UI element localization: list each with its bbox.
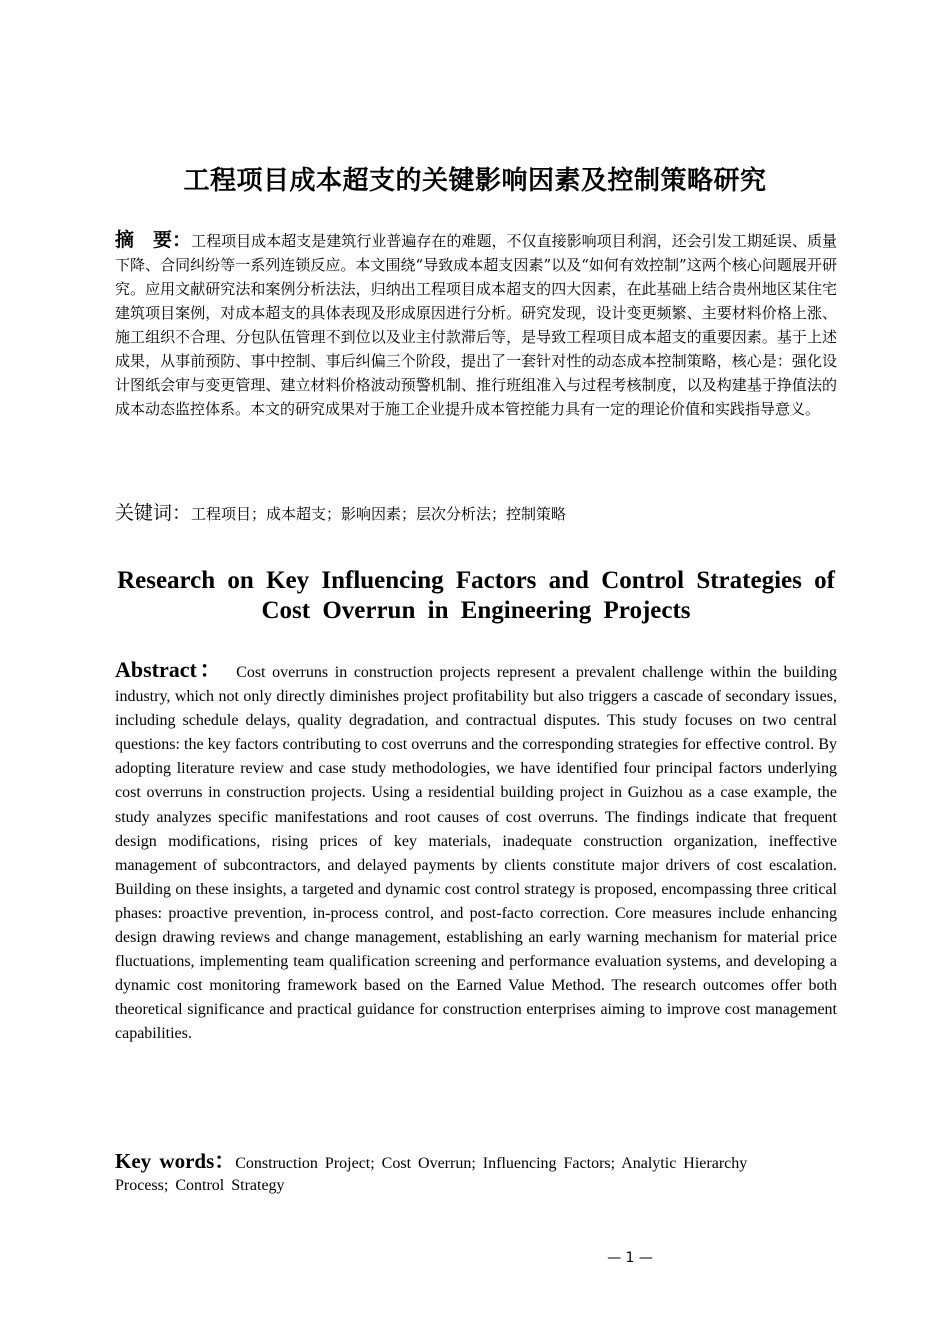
chinese-keywords-label: 关键词： <box>115 502 192 524</box>
chinese-abstract-text: 工程项目成本超支是建筑行业普遍存在的难题，不仅直接影响项目利润，还会引发工期延误、质量下降、合同纠纷等一系列连锁反应。本文围绕“导致成本超支因素”以及“如何有效控制”这两个核心问题展开研究。应用文献研究法和案例分析法法，归纳出工程项目成本超支的四大因素，在此基础上结合贵州地区某住宅建筑项目案例，对成本超支的具体表现及形成原因进行分析。研究发现，设计变更频繁、主要材料价格上涨、施工组织不合理、分包队伍管理不到位以及业主付款滞后等，是导致工程项目成本超支的重要因素。基于上述成果，从事前预防、事中控制、事后纠偏三个阶段，提出了一套针对性的动态成本控制策略，核心是：强化设计图纸会审与变更管理、建立材料价格波动预警机制、推行班组准入与过程考核制度，以及构建基于挣值法的成本动态监控体系。本文的研究成果对于施工企业提升成本管控能力具有一定的理论价值和实践指导意义。 <box>115 232 837 418</box>
chinese-title: 工程项目成本超支的关键影响因素及控制策略研究 <box>183 166 767 196</box>
english-keywords-text: Construction Project; Cost Overrun; Influencing Factors; Analytic Hierarchy Process; Control Strategy <box>115 1155 748 1194</box>
english-abstract <box>115 658 837 1047</box>
chinese-keywords-text: 工程项目；成本超支；影响因素；层次分析法；控制策略 <box>191 505 567 523</box>
page-number: — 1 — <box>607 1250 653 1266</box>
chinese-keywords <box>115 500 837 527</box>
english-title: Research on Key Influencing Factors and Control Strategies of Cost Overrun in Engineering Projects <box>117 567 835 624</box>
chinese-abstract <box>115 228 837 421</box>
english-keywords-label: Key words： <box>115 1149 236 1173</box>
english-abstract-label: Abstract： <box>115 657 225 682</box>
chinese-abstract-label: 摘 要： <box>115 229 192 251</box>
english-keywords <box>115 1150 795 1197</box>
english-abstract-text: Cost overruns in construction projects represent a prevalent challenge within the building industry, which not only directly diminishes project profitability but also triggers a cascade of secondary issues, including schedule delays, quality degradation, and contractual disputes. This study focuses on two central questions: the key factors contributing to cost overruns and the corresponding strategies for effective control. By adopting literature review and case study methodologies, we have identified four principal factors underlying cost overruns in construction projects. Using a residential building project in Guizhou as a case example, the study analyzes specific manifestations and root causes of cost overruns. The findings indicate that frequent design modifications, rising prices of key materials, inadequate construction organization, ineffective management of subcontractors, and delayed payments by clients constitute major drivers of cost escalation. Building on these insights, a targeted and dynamic cost control strategy is proposed, encompassing three critical phases: proactive prevention, in-process control, and post-facto correction. Core measures include enhancing design drawing reviews and change management, establishing an early warning mechanism for material price fluctuations, implementing team qualification screening and performance evaluation systems, and developing a dynamic cost monitoring framework based on the Earned Value Method. The research outcomes offer both theoretical significance and practical guidance for construction enterprises aiming to improve cost management capabilities. <box>115 664 837 1043</box>
